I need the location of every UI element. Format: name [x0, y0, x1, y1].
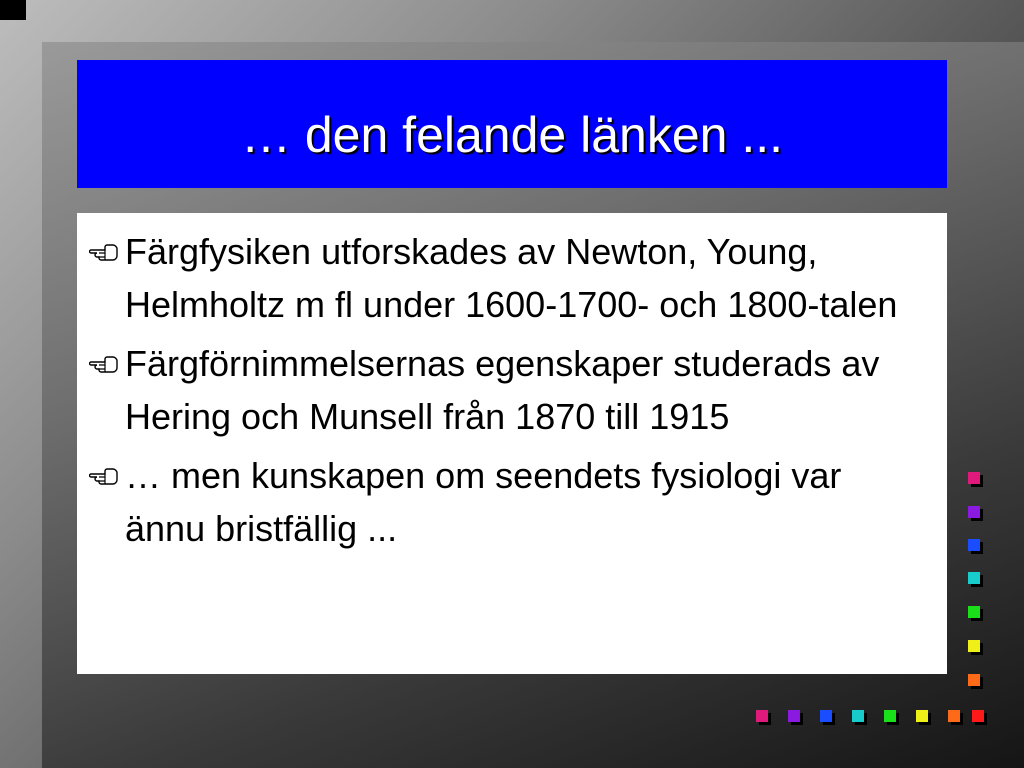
pointing-hand-icon	[89, 449, 125, 502]
decor-square	[916, 710, 928, 722]
bullet-text: … men kunskapen om seendets fysiologi var ännu bristfällig ...	[125, 455, 842, 549]
decor-square	[968, 674, 980, 686]
decor-square	[884, 710, 896, 722]
slide-title: … den felande länken ...	[240, 107, 784, 163]
decor-square	[788, 710, 800, 722]
bullet-item	[89, 449, 917, 555]
decor-square	[852, 710, 864, 722]
decor-square	[820, 710, 832, 722]
decor-square	[968, 640, 980, 652]
decor-square	[968, 606, 980, 618]
decor-square	[756, 710, 768, 722]
decor-square	[968, 539, 980, 551]
decor-square	[968, 572, 980, 584]
bullet-item	[89, 337, 917, 443]
decor-square	[972, 710, 984, 722]
bullet-text: Färgfysiken utforskades av Newton, Young, Helmholtz m fl under 1600-1700- och 1800-talen	[125, 231, 898, 325]
corner-mark	[0, 0, 26, 20]
pointing-hand-icon	[89, 225, 125, 278]
title-bar	[77, 60, 947, 188]
decor-square	[968, 472, 980, 484]
content-area	[77, 213, 947, 674]
decor-square	[948, 710, 960, 722]
pointing-hand-icon	[89, 337, 125, 390]
decor-square	[968, 506, 980, 518]
bullet-text: Färgförnimmelsernas egenskaper studerads av Hering och Munsell från 1870 till 1915	[125, 343, 880, 437]
bullet-item	[89, 225, 917, 331]
